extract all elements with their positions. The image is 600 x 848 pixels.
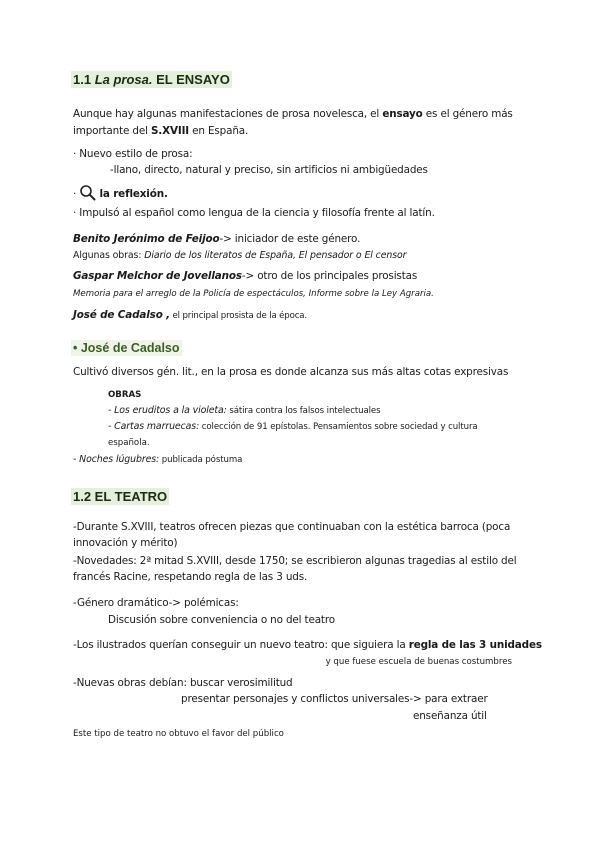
teatro-line-1: -Durante S.XVIII, teatros ofrecen piezas que continuaban con la estética barroca (poca <box>73 521 511 533</box>
teatro-line-2: innovación y mérito) <box>73 537 178 549</box>
feijoo-works-line <box>73 250 406 261</box>
teatro-line-9: -Nuevas obras debían: buscar verosimilitud <box>73 677 293 689</box>
bullet-1-sub: -llano, directo, natural y preciso, sin artificios ni ambigüedades <box>110 164 428 176</box>
section-1-number: 1.1 <box>73 72 92 87</box>
intro-text-c: importante del <box>73 125 151 137</box>
work-2-desc-2: española. <box>108 438 150 448</box>
jovellanos-line <box>73 270 417 282</box>
intro-line-2 <box>73 125 248 137</box>
teatro-line-3: -Novedades: 2ª mitad S.XVIII, desde 1750; se escribieron algunas tragedias al estilo del <box>73 555 517 567</box>
cadalso-line <box>73 309 307 321</box>
intro-line-1 <box>73 108 513 120</box>
bullet-2-text: la reflexión. <box>99 188 168 200</box>
work-2-desc: colección de 91 epístolas. Pensamientos sobre sociedad y cultura <box>199 422 478 432</box>
work-1 <box>108 405 380 416</box>
intro-text-a: Aunque hay algunas manifestaciones de prosa novelesca, el <box>73 108 383 120</box>
jovellanos-works: Memoria para el arreglo de la Policía de espectáculos, Informe sobre la Ley Agraria. <box>73 289 434 299</box>
teatro-line-11: enseñanza útil <box>413 710 487 722</box>
section-1-title-rest: EL ENSAYO <box>156 72 230 87</box>
cadalso-heading: • José de Cadalso <box>73 341 180 355</box>
jovellanos-name: Gaspar Melchor de Jovellanos <box>73 270 242 282</box>
teatro-line-6: Discusión sobre conveniencia o no del teatro <box>108 614 335 626</box>
teatro-line-7-text: -Los ilustrados querían conseguir un nuevo teatro: que siguiera la <box>73 639 409 651</box>
teatro-line-5: -Género dramático-> polémicas: <box>73 597 239 609</box>
teatro-line-7 <box>73 639 542 651</box>
teatro-line-8: y que fuese escuela de buenas costumbres <box>325 657 512 667</box>
bullet-1: · Nuevo estilo de prosa: <box>73 148 193 160</box>
cadalso-text: Cultivó diversos gén. lit., en la prosa es donde alcanza sus más altas cotas expresivas <box>73 366 509 378</box>
jovellanos-rest: -> otro de los principales prosistas <box>241 270 418 282</box>
work-1-desc: sátira contra los falsos intelectuales <box>226 406 381 416</box>
section-2-title: 1.2 EL TEATRO <box>73 489 168 504</box>
intro-bold-ensayo: ensayo <box>382 108 423 120</box>
teatro-line-10: presentar personajes y conflictos universales-> para extraer <box>181 693 488 705</box>
work-1-title: - Los eruditos a la violeta: <box>108 405 227 416</box>
cadalso-name: José de Cadalso , <box>73 309 170 321</box>
section-1-title-italic: La prosa. <box>94 72 153 87</box>
intro-bold-sxviii: S.XVIII <box>150 125 190 137</box>
feijoo-works-label: Algunas obras: <box>73 250 145 261</box>
feijoo-rest: -> iniciador de este género. <box>219 233 361 245</box>
intro-text-d: en España. <box>189 125 249 137</box>
bullet-2-prefix: · <box>73 188 77 200</box>
work-3-desc: publicada póstuma <box>159 455 243 465</box>
work-3-title: - Noches lúgubres: <box>73 454 160 465</box>
feijoo-works: Diario de los literatos de España, El pensador o El censor <box>144 250 407 261</box>
magnifier-icon <box>79 184 96 201</box>
teatro-line-4: francés Racine, respetando regla de las 3 uds. <box>73 571 308 583</box>
teatro-line-7-bold: regla de las 3 unidades <box>408 639 542 651</box>
feijoo-line <box>73 233 360 245</box>
intro-text-b: es el género más <box>422 108 513 120</box>
feijoo-name: Benito Jerónimo de Feijoo <box>73 233 220 245</box>
bullet-3: · Impulsó al español como lengua de la ciencia y filosofía frente al latín. <box>73 207 435 219</box>
teatro-line-12: Este tipo de teatro no obtuvo el favor del público <box>73 729 284 739</box>
work-3 <box>73 454 242 465</box>
bullet-2 <box>73 184 168 201</box>
obras-label: OBRAS <box>108 390 142 400</box>
work-2-title: - Cartas marruecas: <box>108 421 200 432</box>
work-2 <box>108 421 478 432</box>
section-1-title <box>71 71 232 88</box>
cadalso-rest: el principal prosista de la época. <box>169 311 307 321</box>
